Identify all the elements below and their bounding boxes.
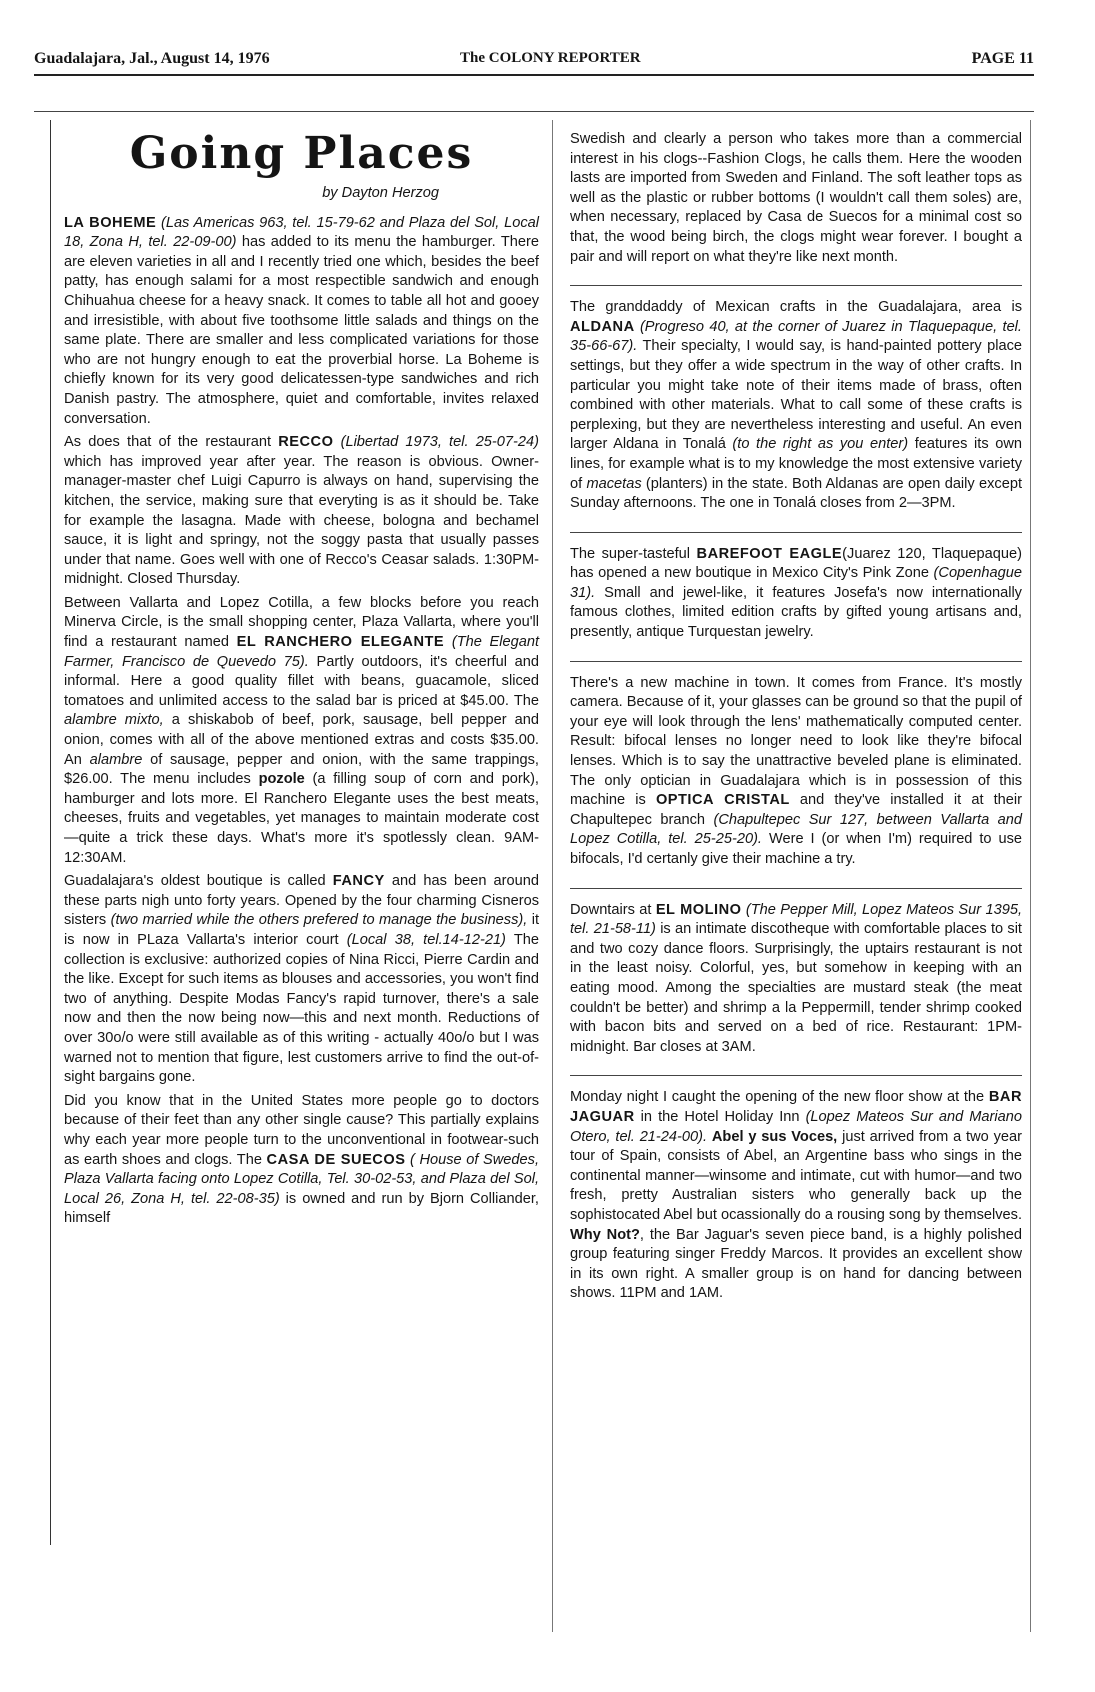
- paragraph-text: a shiskabob of beef, pork, sausage, bell pepper and onion, comes with all of the above mentioned extras and costs $35.00. An: [64, 712, 539, 768]
- paragraph-text: has added to its menu the hamburger. There are eleven varieties in all and I recently tried one which, besides the beef patty, has enough salami for a most respectible sandwich and enough Chihuahua cheese for a heavy snack. It comes to table all hot and gooey and irresistible, with about five toothsome little salads and things on the same plate. There are smaller and less complicated variations for those who are not hungry enough to eat the proverbial horse. La Boheme is chiefly known for its very good delicatessen-type sandwiches and rich Danish pastry. The atmosphere, quiet and comfortable, invites relaxed conversation.: [64, 234, 539, 427]
- divider: [570, 888, 1022, 889]
- dateline: Guadalajara, Jal., August 14, 1976: [34, 50, 270, 67]
- performer-name: Abel y sus Voces,: [711, 1128, 838, 1145]
- paragraph-text: of sausage, pepper and onion, with the same trappings, $26.00. The menu includes: [64, 751, 539, 788]
- venue-name: LA BOHEME: [64, 214, 157, 231]
- paragraph-bar-jaguar: [570, 1088, 1022, 1304]
- masthead-rule: [34, 74, 1034, 76]
- paragraph-text: Their specialty, I would say, is hand-painted pottery place settings, but they offer a wide spectrum in the way of other crafts. In particular you might take note of their items made of brass, often combined with other materials. What to call some of these crafts is perplexing, but they are nevertheless interesting and useful. An even larger Aldana in Tonalá: [570, 338, 1022, 453]
- venue-address: (Progreso 40, at the corner of Juarez in Tlaquepaque, tel. 35-66-67).: [570, 318, 1022, 355]
- venue-address: (Libertad 1973, tel. 25-07-24): [340, 434, 539, 451]
- paragraph-text: which has improved year after year. The reason is obvious. Owner-manager-master chef Luigi Capurro is always on hand, supervising the kitchen, the service, making sure that everyting is as it should be. Take for example the lasagna. Made with cheese, bologna and bechamel sauce, it is light and springy, not the soggy pasta that usually passes under that name. Goes well with one of Recco's Ceasar salads. 1:30PM-midnight. Closed Thursday.: [64, 453, 539, 588]
- term: macetas: [586, 475, 642, 492]
- paragraph-text: is an intimate discotheque with comfortable places to sit and two cozy dance floors. Surprisingly, the uptairs restaurant is not in the least noisy. Colorful, yes, but somehow in keeping with an eating mood. Among the specialties are mustard steak (the meat couldn't be better) and shrimp a la Peppermill, tender shrimp cooked with bacon bits and served on a bed of rice. Restaurant: 1PM-midnight. Bar closes at 3AM.: [570, 921, 1022, 1055]
- paragraph-text: Swedish and clearly a person who takes more than a commercial interest in his clogs--Fashion Clogs, he calls them. Here the wooden lasts are imported from Sweden and Finland. The soft leather tops as well as the plastic or rubber bottoms (I wouldn't call them soles) are, when necessary, replaced by Casa de Suecos for a minimal cost so that, the wood being birch, the clogs might wear forever. I bought a pair and will report on what they're like next month.: [570, 131, 1022, 265]
- paragraph-aldana: [570, 298, 1022, 514]
- dish-name: alambre mixto,: [64, 712, 164, 729]
- paragraph-text: Partly outdoors, it's cheerful and informal. Here a good quality fillet with beans, guacamole, sliced tomatoes and unlimited access to the salad bar is priced at $45.00. The: [64, 653, 539, 709]
- paragraph-text: Between Vallarta and Lopez Cotilla, a few blocks before you reach Minerva Circle, is the small shopping center, Plaza Vallarta, where you'll find a restaurant named: [64, 594, 539, 651]
- venue-address: (Las Americas 963, tel. 15-79-62 and Plaza del Sol, Local 18, Zona H, tel. 22-09-00): [64, 214, 539, 251]
- column-divider: [552, 120, 553, 1632]
- paragraph-text: Were I (or when I'm) required to use bifocals, I'd certanly give their machine a try.: [570, 831, 1023, 867]
- paragraph-barefoot-eagle: [570, 545, 1022, 643]
- venue-address: (Lopez Mateos Sur and Mariano Otero, tel. 21-24-00).: [570, 1108, 1022, 1145]
- right-column: [570, 130, 1022, 1322]
- venue-address: (Copenhague 31).: [570, 565, 1022, 601]
- left-border: [50, 120, 51, 1545]
- left-column: [64, 128, 539, 1233]
- venue-name: BAREFOOT EAGLE: [696, 545, 843, 562]
- paragraph-text: and they've installed it at their Chapultepec branch: [570, 792, 1023, 828]
- venue-address: ( House of Swedes, Plaza Vallarta facing onto Lopez Cotilla, Tel. 30-02-53, and Plaza del Sol, Local 26, Zona H, tel. 22-08-35): [64, 1151, 539, 1207]
- paragraph-text: Guadalajara's oldest boutique is called: [64, 873, 326, 890]
- venue-address: (Local 38, tel.14-12-21): [346, 931, 506, 948]
- paragraph-el-molino: [570, 901, 1022, 1058]
- venue-name: EL MOLINO: [655, 901, 742, 918]
- paragraph-text: (Juarez 120, Tlaquepaque) has opened a new boutique in Mexico City's Pink Zone: [570, 545, 1022, 582]
- paragraph-text: Small and jewel-like, it features Josefa's now internationally famous clothes, limited edition crafts by gifted young artisans and, presently, antique Turquestan jewelry.: [570, 584, 1022, 641]
- paragraph-text: Did you know that in the United States more people go to doctors because of their feet than any other single cause? This partially explains why each year more people turn to the unconventional in footwear-such as earth shoes and clogs. The: [64, 1092, 539, 1168]
- paragraph-text: just arrived from a two year tour of Spain, consists of Abel, an Argentine bass who sings in the continental manner—winsome and intimate, cut with humor—and two fresh, pretty Australian sisters who generally back up the sophistocated Abel but ocassionally do a rousing song by themselves.: [570, 1128, 1022, 1223]
- paragraph-text: , the Bar Jaguar's seven piece band, is a highly polished group featuring singer Freddy Marcos. It provides an excellent show in its own right. A smaller group is on hand for dancing between shows. 11PM and 1AM.: [570, 1226, 1022, 1302]
- paragraph-text: The granddaddy of Mexican crafts in the Guadalajara, area is: [570, 299, 1022, 316]
- paragraph-text: Downtairs at: [570, 901, 652, 918]
- paragraph-text: (planters) in the state. Both Aldanas are open daily except Sunday afternoons. The one in Tonalá closes from 2—3PM.: [570, 475, 1022, 512]
- venue-name: ALDANA: [570, 318, 635, 335]
- aside-text: (two married while the others prefered to manage the business),: [110, 912, 528, 929]
- paragraph-text: As does that of the restaurant: [64, 434, 272, 451]
- venue-name: EL RANCHERO ELEGANTE: [236, 634, 445, 651]
- section-rule: [34, 111, 1034, 112]
- byline: by Dayton Herzog: [322, 185, 439, 201]
- page-number: PAGE 11: [971, 50, 1034, 67]
- paragraph-text: is owned and run by Bjorn Colliander, himself: [64, 1190, 539, 1227]
- aside-text: (to the right as you enter): [732, 436, 909, 453]
- venue-name: OPTICA CRISTAL: [655, 792, 790, 809]
- venue-name: RECCO: [278, 434, 334, 451]
- paragraph-text: in the Hotel Holiday Inn: [640, 1108, 800, 1125]
- venue-name: CASA DE SUECOS: [266, 1151, 406, 1168]
- paragraph-el-ranchero: [64, 594, 539, 868]
- paragraph-text: features its own lines, for example what is to my knowledge the most extensive variety of: [570, 436, 1022, 492]
- divider: [570, 661, 1022, 662]
- venue-address: (The Pepper Mill, Lopez Mateos Sur 1395, tel. 21-58-11): [570, 901, 1023, 938]
- paragraph-casa-de-suecos: [64, 1092, 539, 1229]
- paragraph-clogs: [570, 130, 1022, 267]
- right-border: [1030, 120, 1031, 1632]
- divider: [570, 285, 1022, 286]
- paragraph-optica-cristal: [570, 674, 1022, 870]
- dish-name: alambre: [89, 751, 143, 768]
- divider: [570, 532, 1022, 533]
- venue-name: FANCY: [332, 873, 385, 890]
- paragraph-text: (a filling soup of corn and pork), hamburger and lots more. El Ranchero Elegante uses the best meats, cheeses, fruits and vegetables, yet manages to maintain moderate cost—quite a trick these days. What's more it's spotlessly clean. 9AM-12:30AM.: [64, 771, 539, 866]
- newspaper-name: The COLONY REPORTER: [460, 50, 641, 66]
- paragraph-fancy: [64, 872, 539, 1088]
- article-title: Going Places: [129, 128, 474, 179]
- dish-name: pozole: [258, 771, 305, 788]
- venue-address: (Chapultepec Sur 127, between Vallarta and Lopez Cotilla, tel. 25-25-20).: [570, 811, 1022, 848]
- paragraph-text: Monday night I caught the opening of the new floor show at the: [570, 1089, 985, 1106]
- paragraph-text: The super-tasteful: [570, 545, 691, 562]
- paragraph-text: There's a new machine in town. It comes from France. It's mostly camera. Because of it, your glasses can be ground so that the pupil of your eye will look through the lens' mathematically computed center. Result: bifocal lenses no longer need to look like they're bifocal lenses. Which is to say the unattractive beveled plane is eliminated. The only optician in Guadalajara which is in possession of this machine is: [570, 674, 1022, 809]
- paragraph-recco: [64, 433, 539, 590]
- divider: [570, 1075, 1022, 1076]
- paragraph-text: The collection is exclusive: authorized copies of Nina Ricci, Pierre Cardin and the like. Except for such items as blouses and accessories, you won't find two of anything. Despite Modas Fancy's rapid turnover, there's a sale now and then the now being now—this and next month. Reductions of over 30o/o were still available as of this writing - actually 40o/o but I was warned not to mention that figure, lest customers arrive to find the out-of-sight bargains gone.: [64, 931, 539, 1086]
- masthead: [34, 50, 1034, 74]
- paragraph-text: it is now in PLaza Vallarta's interior court: [64, 912, 540, 948]
- paragraph-text: and has been around these parts nigh unto forty years. Opened by the four charming Cisneros sisters: [64, 873, 540, 929]
- venue-address: (The Elegant Farmer, Francisco de Quevedo 75).: [64, 634, 539, 670]
- band-name: Why Not?: [570, 1226, 640, 1243]
- venue-name: BAR JAGUAR: [570, 1089, 1022, 1125]
- paragraph-la-boheme: [64, 214, 539, 430]
